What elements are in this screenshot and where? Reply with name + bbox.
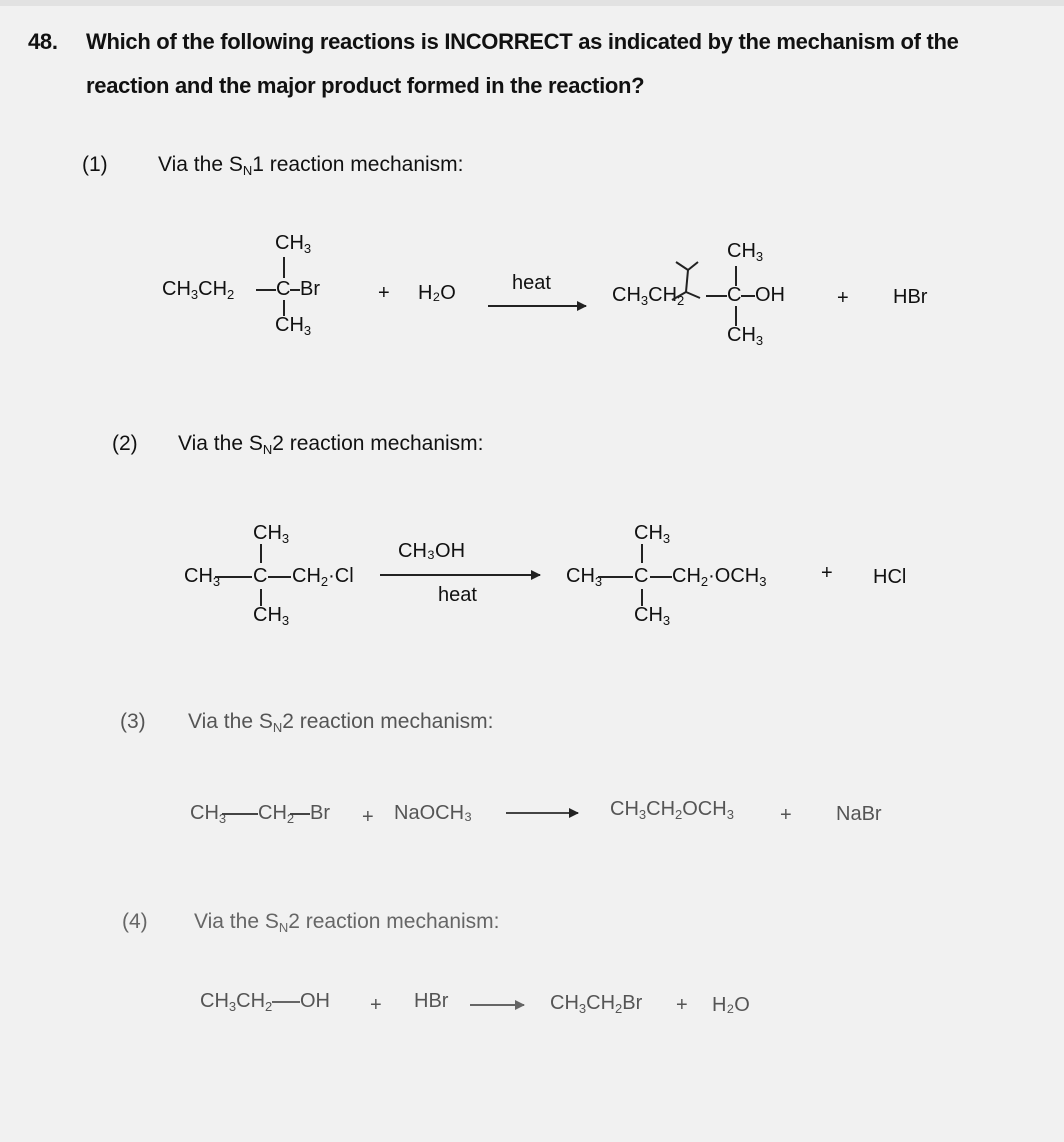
reaction-4-product: $CH_3CH_2Br$ bbox=[550, 992, 643, 1016]
reaction-1-byproduct: HBr bbox=[893, 286, 928, 308]
reaction-3-plus-2: + bbox=[780, 804, 792, 826]
option-3-number: (3) bbox=[120, 710, 146, 733]
question-line-2: reaction and the major product formed in the reaction? bbox=[86, 73, 645, 98]
reaction-3-reagent: NaOCH₃ bbox=[394, 802, 473, 824]
reaction-4-plus: + bbox=[370, 994, 382, 1016]
reaction-2-byproduct: HCl bbox=[873, 566, 907, 588]
question-line-1: Which of the following reactions is INCORRECT as indicated by the mechanism of the bbox=[86, 29, 959, 54]
option-4-number: (4) bbox=[122, 910, 148, 933]
reaction-4-reagent: HBr bbox=[414, 990, 449, 1012]
reaction-4-byproduct: H₂O bbox=[712, 994, 750, 1016]
option-1-number: (1) bbox=[82, 153, 108, 176]
reaction-2-plus: + bbox=[821, 562, 833, 584]
reaction-2-condition-heat: heat bbox=[438, 584, 477, 606]
reaction-1-plus: + bbox=[378, 282, 390, 304]
option-2-number: (2) bbox=[112, 432, 138, 455]
reaction-3-plus: + bbox=[362, 806, 374, 828]
option-1-mechanism: Via the $S_N1$ reaction mechanism: bbox=[158, 153, 464, 178]
option-3-mechanism: Via the $S_N2$ reaction mechanism: bbox=[188, 710, 494, 735]
reaction-3-product: $CH_3CH_2OCH_3$ bbox=[610, 798, 734, 822]
reaction-4-plus-2: + bbox=[676, 994, 688, 1016]
option-2-mechanism: Via the $S_N2$ reaction mechanism: bbox=[178, 432, 484, 457]
reaction-2-condition-reagent: CH₃OH bbox=[398, 540, 466, 562]
reaction-1-condition: heat bbox=[512, 272, 551, 294]
question-number: 48. bbox=[28, 29, 58, 54]
option-4-mechanism: Via the $S_N2$ reaction mechanism: bbox=[194, 910, 500, 935]
reaction-3-byproduct: NaBr bbox=[836, 803, 882, 825]
reaction-1-plus-2: + bbox=[837, 287, 849, 309]
reaction-1-reagent: H₂O bbox=[418, 282, 456, 304]
